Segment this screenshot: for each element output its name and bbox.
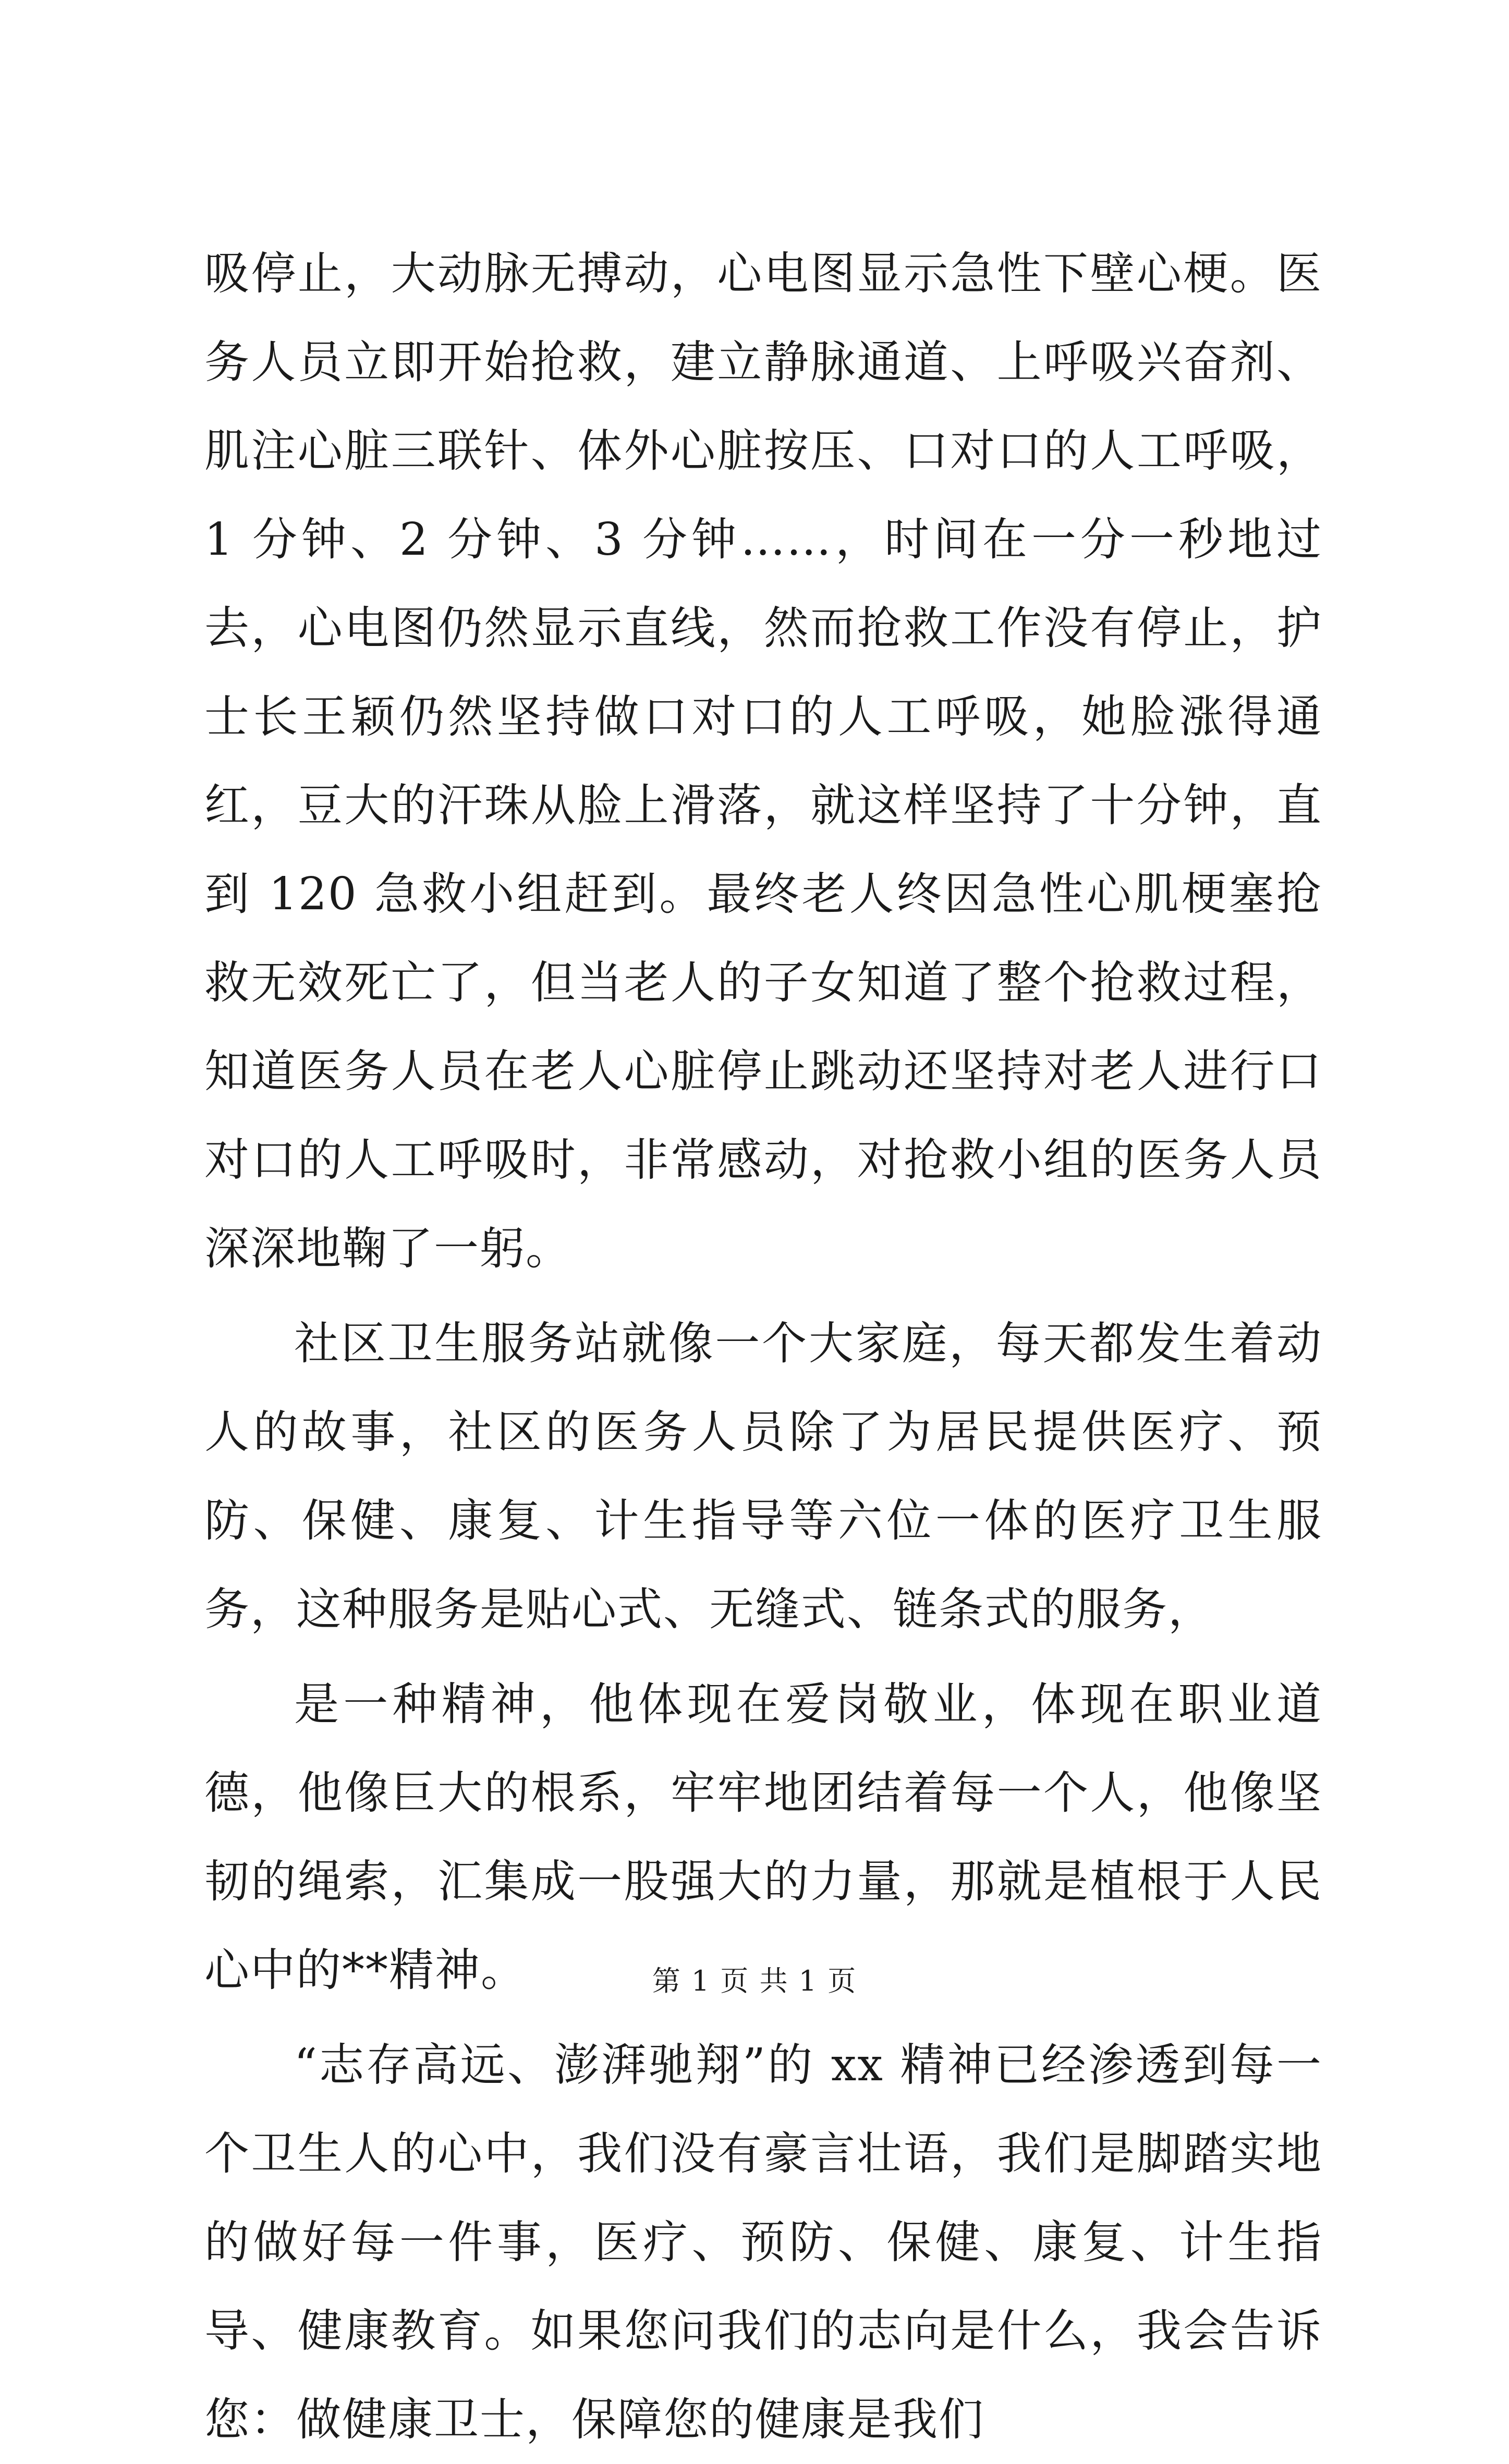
page-footer: 第 1 页 共 1 页 (652, 1965, 857, 1997)
paragraph-2: 社区卫生服务站就像一个大家庭，每天都发生着动人的故事，社区的医务人员除了为居民提供医疗、预防、保健、康复、计生指导等六位一体的医疗卫生服务，这种服务是贴心式、无缝式、链条式的服务， (204, 1318, 1322, 1636)
paragraph-3: 是一种精神，他体现在爱岗敬业，体现在职业道德，他像巨大的根系，牢牢地团结着每一个人，他像坚韧的绳索，汇集成一股强大的力量，那就是植根于人民心中的**精神。 (204, 1678, 1322, 1996)
paragraph-4: “志存高远、澎湃驰翔”的 xx 精神已经渗透到每一个卫生人的心中，我们没有豪言壮语，我们是脚踏实地的做好每一件事，医疗、预防、保健、康复、计生指导、健康教育。如果您问我们的志向是什么，我会告诉您：做健康卫士，保障您的健康是我们 (204, 2039, 1322, 2446)
document-body (204, 229, 1322, 2464)
paragraph-gap (204, 2015, 1322, 2021)
paragraph-gap (204, 1654, 1322, 1660)
paragraph-1: 吸停止，大动脉无搏动，心电图显示急性下壁心梗。医务人员立即开始抢救，建立静脉通道、上呼吸兴奋剂、肌注心脏三联针、体外心脏按压、口对口的人工呼吸，1 分钟、2 分钟、3 分钟……，时间在一分一秒地过去，心电图仍然显示直线，然而抢救工作没有停止，护士长王颖仍然坚持做口对口的人工呼吸，她脸涨得通红，豆大的汗珠从脸上滑落，就这样坚持了十分钟，直到 120 急救小组赶到。最终老人终因急性心肌梗塞抢救无效死亡了，但当老人的子女知道了整个抢救过程，知道医务人员在老人心脏停止跳动还坚持对老人进行口对口的人工呼吸时，非常感动，对抢救小组的医务人员深深地鞠了一躬。 (204, 248, 1322, 1275)
paragraph-gap (204, 1293, 1322, 1299)
